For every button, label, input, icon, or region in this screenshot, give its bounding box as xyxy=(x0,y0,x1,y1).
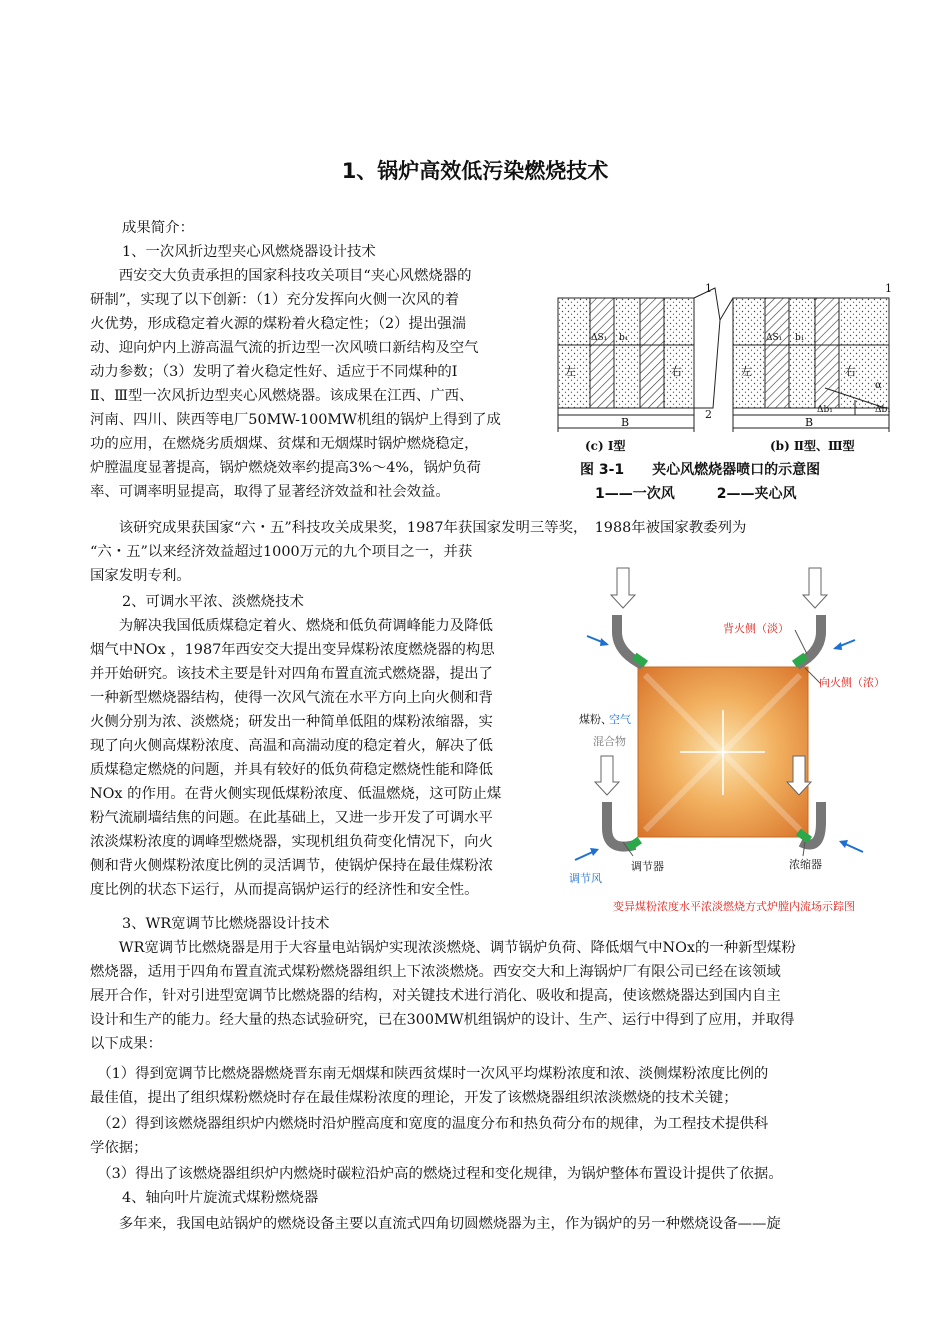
label-ds1: ΔS₁ xyxy=(591,333,608,343)
text-line: Ⅱ、Ⅲ型一次风折边型夹心风燃烧器。该成果在江西、广西、 xyxy=(90,388,474,404)
label-front-fire-side: 向火侧（浓） xyxy=(819,676,885,689)
award-line: 国家发明专利。 xyxy=(90,568,191,584)
label-left: 左 xyxy=(741,365,752,378)
text-line: 质煤稳定燃烧的问题，并具有较好的低负荷稳定燃烧性能和降低 xyxy=(90,762,493,778)
text-line: 展开合作，针对引进型宽调节比燃烧器的结构，对关键技术进行消化、吸收和提高，使该燃烧器达到国内自主 xyxy=(90,988,781,1004)
text-line: 以下成果： xyxy=(90,1036,162,1052)
text-line: 燃烧器，适用于四角布置直流式煤粉燃烧器组织上下浓淡燃烧。西安交大和上海锅炉厂有限公司已经在该领域 xyxy=(90,964,781,980)
wall-outline xyxy=(694,288,720,408)
inlet-arrow-icon xyxy=(611,568,635,608)
text-line: 炉膛温度显著提高，锅炉燃烧效率约提高3%～4%，锅炉负荷 xyxy=(90,460,482,476)
label-ds1: ΔS₁ xyxy=(766,333,783,343)
air-arrow-icon xyxy=(600,638,609,646)
award-line: “六・五”以来经济效益超过1000万元的九个项目之一，并获 xyxy=(90,544,473,560)
label-type-2-3: (b) Ⅱ型、Ⅲ型 xyxy=(770,439,855,453)
text-line: 度比例的状态下运行，从而提高锅炉运行的经济性和安全性。 xyxy=(90,882,479,898)
label-B: B xyxy=(805,416,814,429)
text-line: 动、迎向炉内上游高温气流的折边型一次风喷口新结构及空气 xyxy=(90,340,479,356)
text-line: 粉气流刷墙结焦的问题。在此基础上，又进一步开发了可调水平 xyxy=(90,810,493,826)
label-b1: b₁ xyxy=(795,333,805,343)
section-1-heading: 1、一次风折边型夹心风燃烧器设计技术 xyxy=(122,244,376,260)
intro-label: 成果简介： xyxy=(122,220,194,236)
label-alpha: α xyxy=(875,380,882,391)
nozzle-primary-air xyxy=(839,298,889,408)
text-line: 浓淡煤粉浓度的调峰型燃烧器，实现机组负荷变化情况下，向火 xyxy=(90,834,493,850)
award-line: 该研究成果获国家“六・五”科技攻关成果奖，1987年获国家发明三等奖， 1988年被国家教委列为 xyxy=(90,520,747,536)
label-regulating-air: 调节风 xyxy=(569,872,602,885)
label-mix-mixture: 混合物 xyxy=(593,735,626,748)
nozzle-primary-air xyxy=(789,298,815,408)
text-line: 并开始研究。该技术主要是针对四角布置直流式燃烧器，提出了 xyxy=(90,666,493,682)
label-2: 2 xyxy=(705,408,712,421)
nozzle-primary-air xyxy=(558,298,590,408)
figure-caption-title: 图 3-1 夹心风燃烧器喷口的示意图 xyxy=(580,462,821,478)
label-mix-air: 空气 xyxy=(609,713,631,726)
inlet-arrow-icon xyxy=(803,568,827,608)
burner-nozzle-diagram xyxy=(555,280,905,510)
label-db1: Δb₁ xyxy=(875,405,891,415)
label-right: 右 xyxy=(845,365,856,378)
text-line: （1）得到宽调节比燃烧器燃烧晋东南无烟煤和陕西贫煤时一次风平均煤粉浓度和浓、淡侧煤粉浓度比例的 xyxy=(90,1066,769,1082)
inlet-arrow-icon xyxy=(595,756,619,795)
label-left: 左 xyxy=(565,365,576,378)
text-line: WR宽调节比燃烧器是用于大容量电站锅炉实现浓淡燃烧、调节锅炉负荷、降低烟气中NOx的一种新型煤粉 xyxy=(90,940,796,956)
text-line: 设计和生产的能力。经大量的热态试验研究，已在300MW机组锅炉的设计、生产、运行中得到了应用，并取得 xyxy=(90,1012,795,1028)
figure-furnace-flow xyxy=(565,560,905,920)
section-4-heading: 4、轴向叶片旋流式煤粉燃烧器 xyxy=(122,1190,319,1206)
text-line: 现了向火侧高煤粉浓度、高温和高湍动度的稳定着火，解决了低 xyxy=(90,738,493,754)
text-line: 侧和背火侧煤粉浓度比例的灵活调节，使锅炉保持在最佳煤粉浓 xyxy=(90,858,493,874)
text-line: 功的应用，在燃烧劣质烟煤、贫煤和无烟煤时锅炉燃烧稳定， xyxy=(90,436,479,452)
figure-caption: 变异煤粉浓度水平浓淡燃烧方式炉膛内流场示踪图 xyxy=(613,900,855,913)
text-line: 为解决我国低质煤稳定着火、燃烧和低负荷调峰能力及降低 xyxy=(90,618,493,634)
text-line: （2）得到该燃烧器组织炉内燃烧时沿炉膛高度和宽度的温度分布和热负荷分布的规律，为工程技术提供科 xyxy=(90,1116,769,1132)
label-B: B xyxy=(621,416,630,429)
text-line: 研制”，实现了以下创新：（1）充分发挥向火侧一次风的着 xyxy=(90,292,460,308)
text-line: 河南、四川、陕西等电厂50MW-100MW机组的锅炉上得到了成 xyxy=(90,412,501,428)
text-line: 最佳值，提出了组织煤粉燃烧时存在最佳煤粉浓度的理论，开发了该燃烧器组织浓淡燃烧的技术关键； xyxy=(90,1090,738,1106)
nozzle-primary-air xyxy=(614,298,640,408)
text-line: （3）得出了该燃烧器组织炉内燃烧时碳粒沿炉高的燃烧过程和变化规律，为锅炉整体布置设计提供了依据。 xyxy=(90,1166,783,1182)
label-1: 1 xyxy=(705,282,712,295)
furnace-flow-diagram xyxy=(565,560,905,920)
figure-caption-legend: 1——一次风 2——夹心风 xyxy=(595,486,797,502)
text-line: 动力参数；（3）发明了着火稳定性好、适应于不同煤种的Ⅰ xyxy=(90,364,458,380)
label-db1: Δb₁ xyxy=(817,405,833,415)
text-line: 多年来，我国电站锅炉的燃烧设备主要以直流式四角切圆燃烧器为主，作为锅炉的另一种燃烧设备——旋 xyxy=(90,1216,781,1232)
section-3-heading: 3、WR宽调节比燃烧器设计技术 xyxy=(122,916,330,932)
label-right: 右 xyxy=(671,365,682,378)
text-line: 学依据； xyxy=(90,1140,148,1156)
text-line: 西安交大负责承担的国家科技攻关项目“夹心风燃烧器的 xyxy=(90,268,472,284)
label-type-1: (c) Ⅰ型 xyxy=(585,439,626,453)
burner-pipe xyxy=(607,802,635,847)
label-mix: 煤粉、 xyxy=(579,713,612,726)
text-line: NOx 的作用。在背火侧实现低煤粉浓度、低温燃烧，这可防止煤 xyxy=(90,786,502,802)
text-line: 一种新型燃烧器结构，使得一次风气流在水平方向上向火侧和背 xyxy=(90,690,493,706)
label-concentrator: 浓缩器 xyxy=(789,858,822,871)
label-b1: b₁ xyxy=(619,333,629,343)
nozzle-primary-air xyxy=(664,298,694,408)
nozzle-core-air xyxy=(590,298,614,408)
air-arrow-icon xyxy=(833,642,842,650)
pointer-line xyxy=(795,630,807,654)
text-line: 烟气中NOx ，1987年西安交大提出变异煤粉浓度燃烧器的构思 xyxy=(90,642,495,658)
label-back-fire-side: 背火侧（淡） xyxy=(723,622,789,635)
nozzle-core-air xyxy=(640,298,664,408)
figure-burner-nozzle xyxy=(555,280,905,510)
page-title: 1、锅炉高效低污染燃烧技术 xyxy=(341,159,609,183)
label-regulator: 调节器 xyxy=(631,860,664,873)
nozzle-primary-air xyxy=(733,298,765,408)
nozzle-core-air xyxy=(765,298,789,408)
text-line: 率、可调率明显提高，取得了显著经济效益和社会效益。 xyxy=(90,484,450,500)
text-line: 火侧分别为浓、淡燃烧；研发出一种简单低阻的煤粉浓缩器，实 xyxy=(90,714,493,730)
label-1: 1 xyxy=(885,282,892,295)
section-2-heading: 2、可调水平浓、淡燃烧技术 xyxy=(122,594,304,610)
text-line: 火优势，形成稳定着火源的煤粉着火稳定性；（2）提出强湍 xyxy=(90,316,467,332)
wall-outline xyxy=(720,298,733,320)
